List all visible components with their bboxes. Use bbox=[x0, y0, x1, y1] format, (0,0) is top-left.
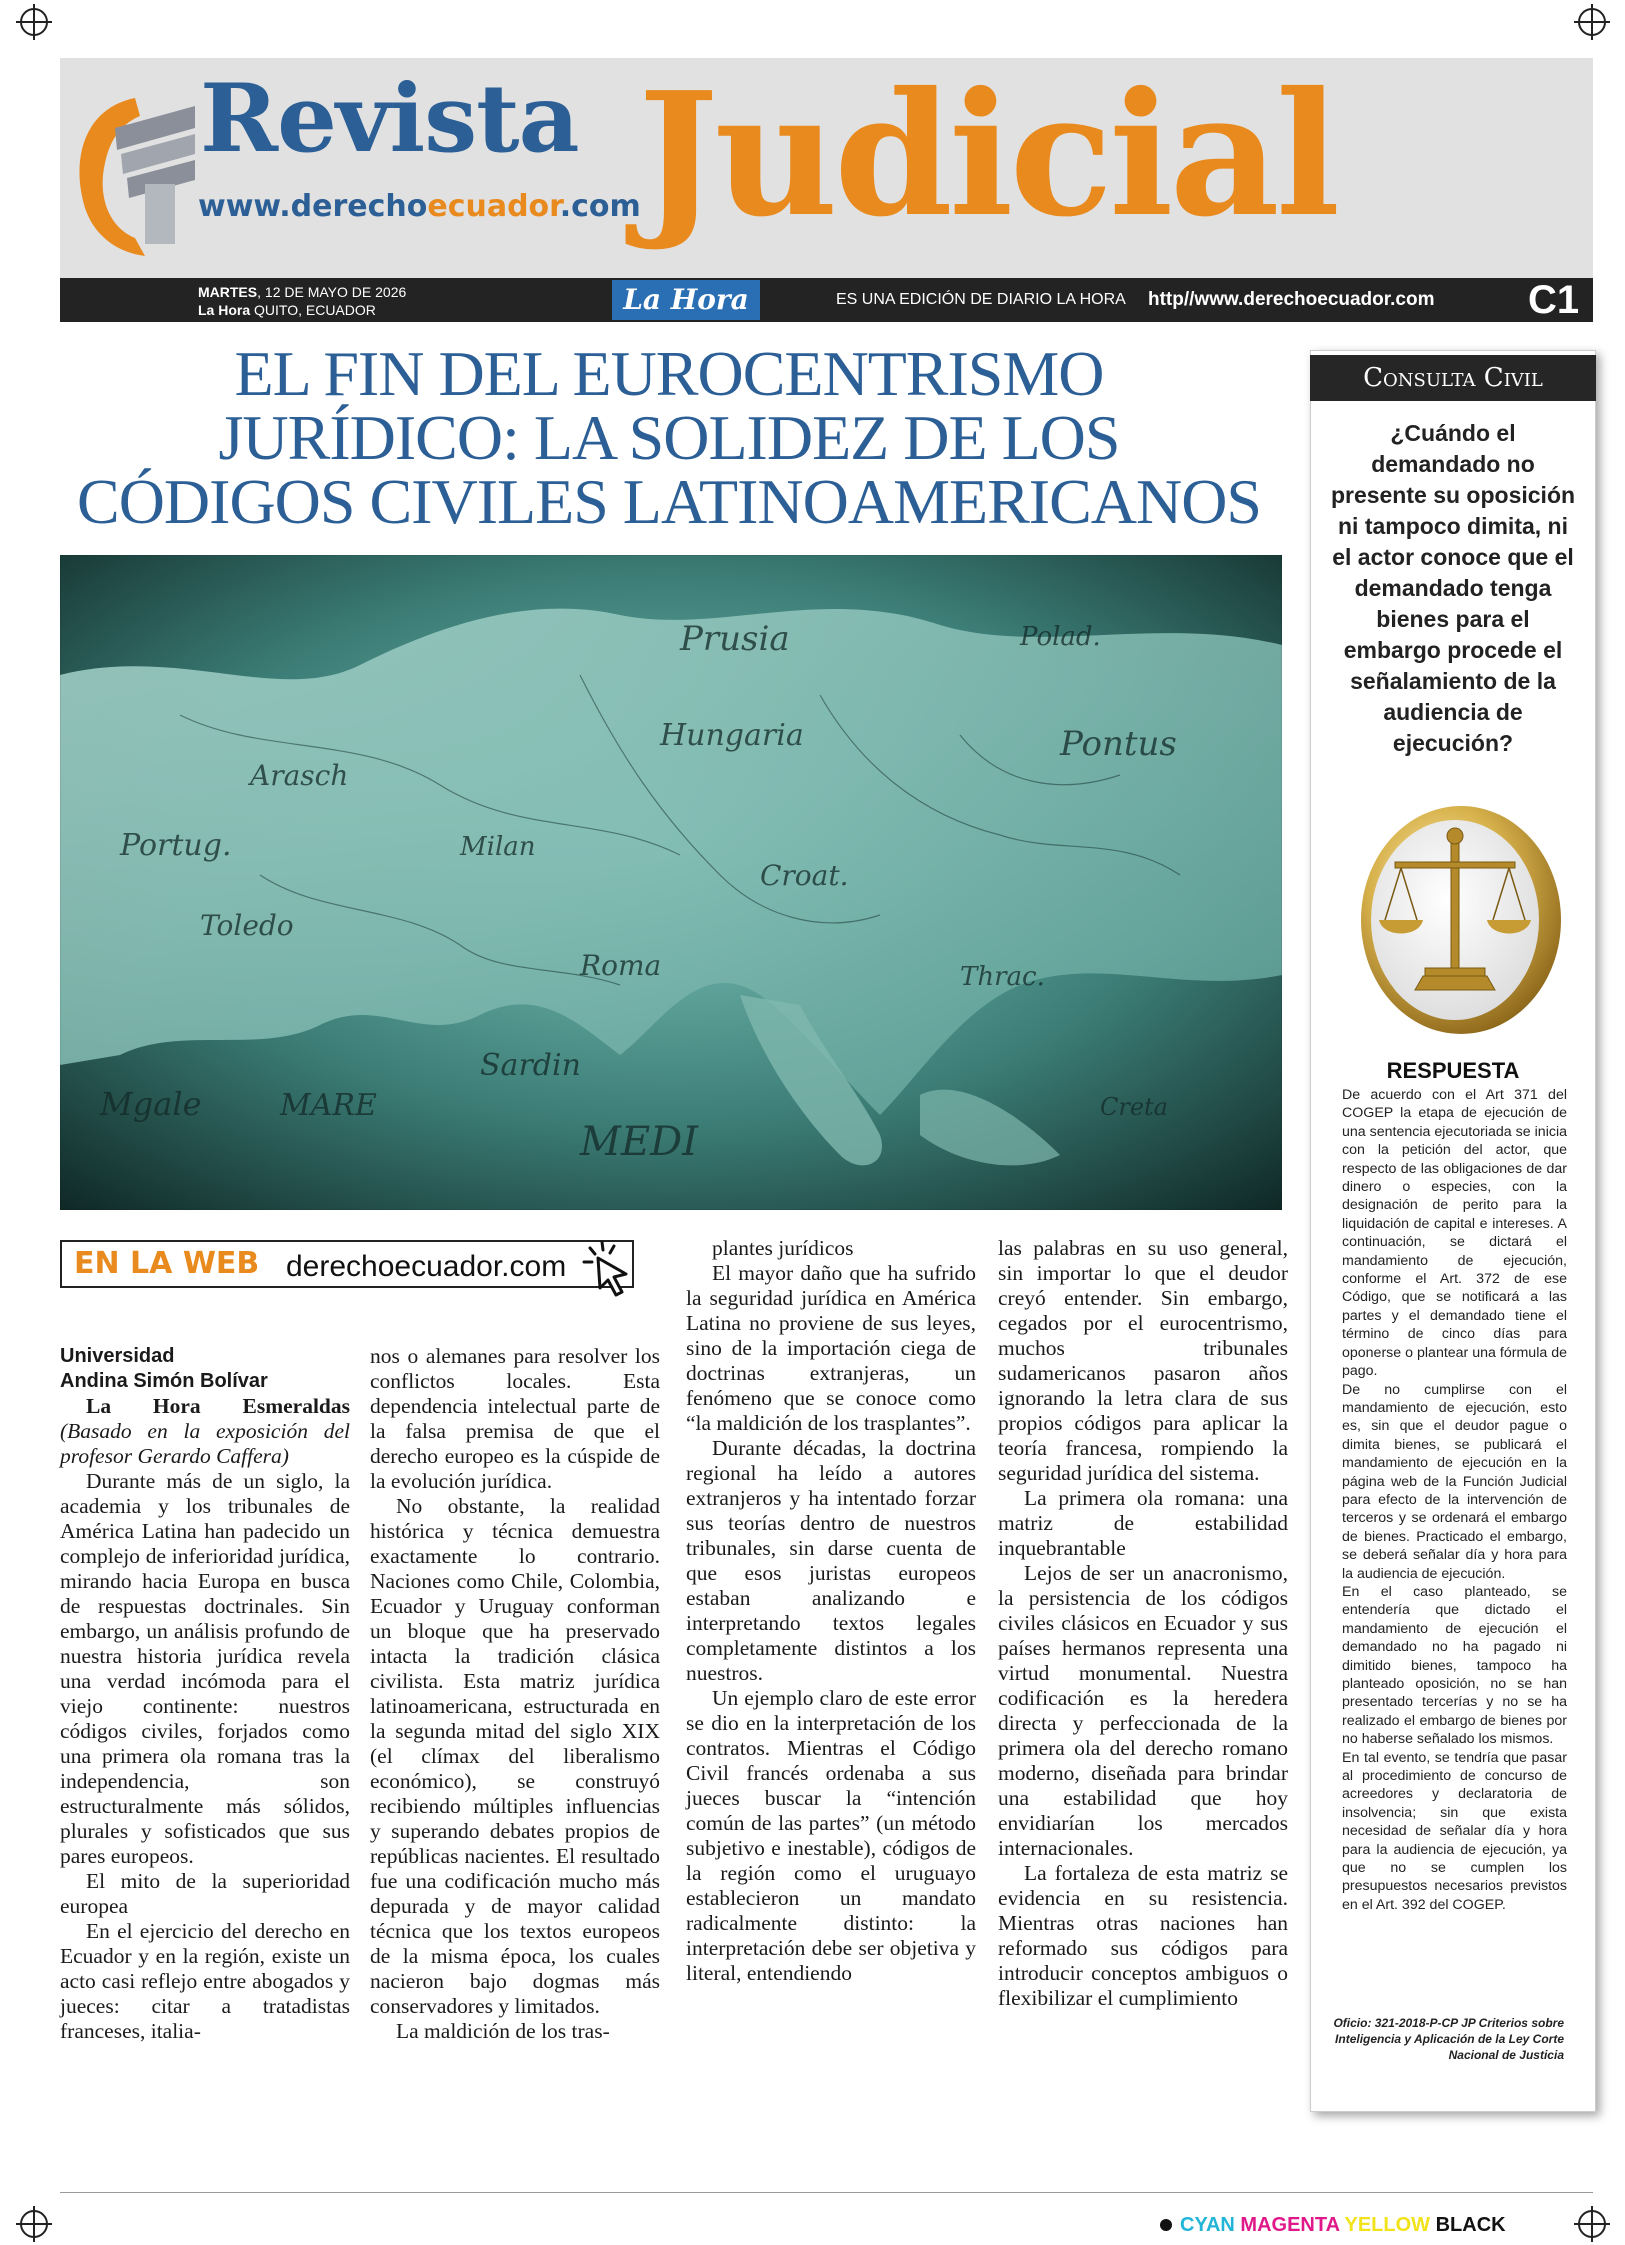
svg-text:Hungaria: Hungaria bbox=[660, 718, 804, 753]
article-subheading: El mito de la superioridad europea bbox=[60, 1869, 350, 1918]
article-lead bbox=[60, 1394, 350, 1469]
sidebar-question: ¿Cuándo el demandado no presente su oposición ni tampoco dimita, ni el actor conoce que el demandado tenga bienes para el embargo procede el señalamiento de la audiencia de ejecución? bbox=[1330, 420, 1576, 756]
cmyk-magenta: MAGENTA bbox=[1240, 2214, 1340, 2236]
byline-line: Andina Simón Bolívar bbox=[60, 1370, 268, 1392]
la-hora-logo: La Hora bbox=[612, 280, 760, 320]
article-column-3 bbox=[686, 1236, 976, 1986]
website-link[interactable]: http//www.derechoecuador.com bbox=[1148, 289, 1435, 310]
masthead-revista: Revista bbox=[200, 64, 579, 174]
svg-text:Arasch: Arasch bbox=[250, 759, 349, 792]
footer-rule bbox=[60, 2192, 1593, 2193]
article-column-2 bbox=[370, 1344, 660, 2044]
article-column-1 bbox=[60, 1344, 350, 2044]
byline-line: Universidad bbox=[60, 1345, 175, 1367]
lead-source: La Hora Esmeraldas bbox=[86, 1394, 350, 1418]
headline-line: JURÍDICO: LA SOLIDEZ DE LOS bbox=[218, 402, 1120, 473]
place-rest: QUITO, ECUADOR bbox=[250, 302, 376, 318]
cmyk-color-bar bbox=[1160, 2214, 1506, 2237]
edition-note: ES UNA EDICIÓN DE DIARIO LA HORA bbox=[836, 291, 1126, 308]
svg-text:Portug.: Portug. bbox=[120, 828, 232, 863]
svg-text:MEDI: MEDI bbox=[580, 1119, 699, 1165]
issue-date bbox=[198, 284, 406, 300]
article-paragraph: El mayor daño que ha sufrido la seguridad jurídica en América Latina no proviene de sus leyes, sino de la importación ciega de doctrinas extranjeras, un fenómeno que se conoce como “la maldición de los trasplantes”. bbox=[686, 1261, 976, 1435]
article-headline bbox=[60, 338, 1278, 537]
en-la-web-label: EN LA WEB bbox=[74, 1246, 260, 1281]
sidebar-answer bbox=[1342, 1086, 1567, 1914]
svg-text:Pontus: Pontus bbox=[1060, 724, 1177, 764]
registration-mark-icon bbox=[20, 2210, 48, 2238]
revista-logo-icon bbox=[65, 88, 205, 258]
url-suffix: .com bbox=[559, 189, 641, 224]
page-number: C1 bbox=[1528, 278, 1580, 322]
article-paragraph: Durante más de un siglo, la academia y los tribunales de América Latina han padecido un complejo de inferioridad jurídica, mirando hacia Europa en busca de respuestas doctrinales. Sin embargo, un análisis profundo de nuestra historia jurídica revela una verdad incómoda para el viejo continente: nuestros códigos civiles, forjados como una primera ola romana tras la independencia, son estructuralmente más sólidos, plurales y sofisticados que sus pares europeos. bbox=[60, 1469, 350, 1868]
date-day: MARTES bbox=[198, 284, 258, 300]
click-cursor-icon bbox=[580, 1238, 638, 1304]
article-subheading: plantes jurídicos bbox=[712, 1236, 854, 1260]
svg-text:Thrac.: Thrac. bbox=[960, 962, 1045, 992]
registration-mark-icon bbox=[1578, 2210, 1606, 2238]
article-column-4 bbox=[998, 1236, 1288, 2011]
masthead-judicial: Judicial bbox=[638, 55, 1337, 255]
answer-paragraph: De no cumplirse con el mandamiento de ejecución, esto es, sin que el deudor pague o dimita bienes, se publicará el mandamiento de ejecución en la página web de la Función Judicial para efecto de la intervención de terceros y se ordenará el embargo de bienes. Practicado el embargo, se deberá señalar día y hora para la audiencia de ejecución. bbox=[1342, 1381, 1567, 1582]
article-paragraph: La fortaleza de esta matriz se evidencia en su resistencia. Mientras otras naciones han reformado sus códigos para introducir conceptos ambiguos o flexibilizar el cumplimiento bbox=[998, 1861, 1288, 2010]
registration-mark-icon bbox=[1578, 8, 1606, 36]
antique-map-image bbox=[60, 555, 1282, 1210]
issue-place bbox=[198, 302, 376, 318]
cmyk-cyan: CYAN bbox=[1180, 2214, 1235, 2236]
svg-text:Creta: Creta bbox=[1100, 1093, 1168, 1121]
headline-line: EL FIN DEL EUROCENTRISMO bbox=[234, 338, 1104, 409]
masthead-url[interactable] bbox=[198, 189, 641, 224]
svg-text:Polad.: Polad. bbox=[1020, 622, 1101, 652]
svg-text:Mgale: Mgale bbox=[100, 1085, 202, 1123]
lead-note: (Basado en la exposición del profesor Gerardo Caffera) bbox=[60, 1419, 350, 1468]
article-paragraph: Lejos de ser un anacronismo, la persistencia de los códigos civiles clásicos en Ecuador y sus países hermanos representa una virtud monumental. Nuestra codificación es la heredera directa y perfeccionada de la primera ola del derecho romano moderno, diseñada para brindar una estabilidad que hoy envidiarían los mercados internacionales. bbox=[998, 1561, 1288, 1860]
answer-paragraph: En tal evento, se tendría que pasar al procedimiento de concurso de acreedores y declaratoria de insolvencia; sin que exista necesidad de señalar día y hora para la audiencia de ejecución, ya que no se cumplen los presupuestos necesarios previstos en el Art. 392 del COGEP. bbox=[1342, 1749, 1567, 1913]
answer-paragraph: De acuerdo con el Art 371 del COGEP la etapa de ejecución de una sentencia ejecutoriada se inicia con la petición del actor, que respecto de las obligaciones de dar dinero o especies, con la designación de perito para la liquidación de capital e intereses. A continuación, se dictará el mandamiento de ejecución, conforme el Art. 372 de ese Código, que se notificará a las partes y el demandado tiene el término de cinco días para oponerse o plantear una fórmula de pago. bbox=[1342, 1087, 1567, 1380]
place-brand: La Hora bbox=[198, 302, 251, 318]
svg-text:Roma: Roma bbox=[580, 949, 662, 982]
svg-text:Sardin: Sardin bbox=[480, 1048, 581, 1083]
sidebar-source: Oficio: 321-2018-P-CP JP Criterios sobre Inteligencia y Aplicación de la Ley Corte Nacional de Justicia bbox=[1333, 2016, 1564, 2062]
registration-mark-icon bbox=[20, 8, 48, 36]
article-paragraph: Durante décadas, la doctrina regional ha leído a autores extranjeros y ha intentado forzar sus teorías dentro de nuestros tribunales, sin darse cuenta de que esos juristas europeos estaban analizando e interpretando textos legales completamente distintos a los nuestros. bbox=[686, 1436, 976, 1685]
sidebar-header: Consulta Civil bbox=[1310, 355, 1596, 401]
scales-of-justice-icon bbox=[1355, 800, 1567, 1040]
black-dot-icon bbox=[1160, 2219, 1172, 2231]
url-prefix: www.derecho bbox=[198, 189, 428, 224]
cmyk-yellow: YELLOW bbox=[1344, 2214, 1431, 2236]
headline-line: CÓDIGOS CIVILES LATINOAMERICANOS bbox=[77, 466, 1261, 537]
answer-paragraph: En el caso planteado, se entendería que dictado el mandamiento de ejecución el demandado no ha pagado ni dimitido bienes, tampoco ha planteado oposición, no se han presentado tercerías y no se ha realizado el embargo de bienes por no haberse señalado los mismos. bbox=[1342, 1583, 1567, 1748]
article-paragraph: En el ejercicio del derecho en Ecuador y en la región, existe un acto casi reflejo entre abogados y jueces: citar a tratadistas franceses, italia- bbox=[60, 1919, 350, 2043]
svg-text:MARE: MARE bbox=[280, 1088, 377, 1123]
article-paragraph: Un ejemplo claro de este error se dio en la interpretación de los contratos. Mientras el Código Civil francés ordenaba a sus jueces buscar la “intención común de las partes” (un método subjetivo e inestable), códigos de la región como el uruguayo establecieron un mandato radicalmente distinto: la interpretación debe ser objetiva y literal, entendiendo bbox=[686, 1686, 976, 1985]
article-paragraph: La maldición de los tras- bbox=[396, 2019, 610, 2043]
svg-text:Croat.: Croat. bbox=[760, 859, 849, 892]
url-highlight: ecuador bbox=[427, 189, 560, 224]
svg-text:Toledo: Toledo bbox=[200, 909, 294, 942]
svg-text:Milan: Milan bbox=[460, 832, 536, 862]
date-rest: , 12 DE MAYO DE 2026 bbox=[257, 284, 407, 300]
svg-text:Prusia: Prusia bbox=[680, 619, 790, 659]
article-paragraph: No obstante, la realidad histórica y técnica demuestra exactamente lo contrario. Naciones como Chile, Colombia, Ecuador y Uruguay conforman un bloque que ha preservado intacta la tradición clásica civilista. Esta matriz jurídica latinoamericana, estructurada en la segunda mitad del siglo XIX (el clímax del liberalismo económico), se construyó recibiendo múltiples influencias y superando debates propios de repúblicas nacientes. El resultado fue una codificación mucho más depurada y de mayor calidad técnica que los textos europeos de la misma época, los cuales nacieron bajo dogmas más conservadores y limitados. bbox=[370, 1494, 660, 2018]
en-la-web-url[interactable]: derechoecuador.com bbox=[286, 1250, 567, 1283]
article-subheading: La primera ola romana: una matriz de estabilidad inquebrantable bbox=[998, 1486, 1288, 1560]
article-paragraph: las palabras en su uso general, sin importar lo que el deudor creyó entender. Sin embargo, cegados por el eurocentrismo, muchos tribunales sudamericanos pasaron años ignorando la letra clara de sus propios códigos para aplicar la teoría francesa, rompiendo la seguridad jurídica del sistema. bbox=[998, 1236, 1288, 1485]
article-paragraph: nos o alemanes para resolver los conflictos locales. Esta dependencia intelectual parte de la falsa premisa de que el derecho europeo es la cúspide de la evolución jurídica. bbox=[370, 1344, 660, 1493]
response-title: RESPUESTA bbox=[1386, 1058, 1520, 1083]
cmyk-black: BLACK bbox=[1435, 2214, 1506, 2236]
